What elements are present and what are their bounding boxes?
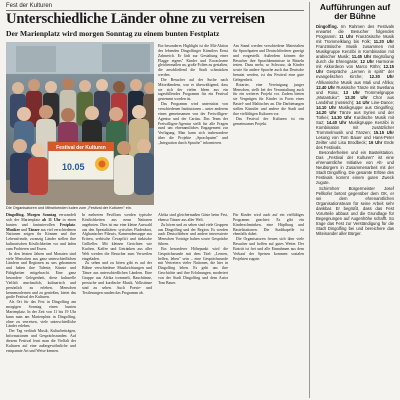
- sidebar-divider: [309, 2, 310, 398]
- headline: Unterschiedliche Länder ohne zu verreisen: [6, 11, 265, 27]
- article-column-1: [6, 213, 76, 397]
- subheadline: Der Marienplatz wird morgen Sonntag zu einem bunten Festplatz: [6, 29, 220, 38]
- sidebar-heading: Aufführungen auf der Bühne: [319, 2, 391, 21]
- paragraph: Zu sehen und zu hören gibt es auf der Bühne verschiedene Musikrichtungen und Tänze aus unterschiedlichen Ländern. Eine Gruppe aus Afrika trommelt, Bauchtänze, persische und kurdische Musik, Volkstänze sind zu sehen. Auch Poesie- und Textlesungen runden das Programm ab.: [82, 261, 152, 295]
- paragraph: In den letzten Jahren und Monaten sind viele Menschen aus ganz unterschiedlichen Ländern und Regionen zu uns gekommen und haben ihre Talente, Künste und Fähigkeiten mitgebracht. Eine ganz besondere Gelegenheit, diese kulturelle Vielfalt anschaulich, kulinarisch und persönlich zu erleben, Menschen kennenzulernen und zu genießen, bietet das große Festival der Kulturen.: [6, 251, 76, 300]
- paragraph: Ein besonderes Highlight ist die Mit-Aktion des lebenden Dingolfinger Künstlers Ernst Zahnreich. Er lädt zur Gestaltung einer Flagge eigens" Kinder und Erwachsene gleichermaßen an, große Folien zu gestalten, die anschließend die Stadt schmücken werden.: [158, 44, 228, 78]
- paragraph: Die Organisatoren freuen sich über viele Besucher und hoffen auf gutes Wetter. Der Eintritt ist frei und alle Einnahmen aus dem Verkauf der Speisen kommen sozialen Projekten zugute.: [233, 237, 304, 261]
- banner-title: Festival der Kulturen: [56, 145, 106, 151]
- article-column-4: [233, 213, 304, 397]
- paragraph: Das Festival der Kulturen ist ein gemeinsames Projekt.: [233, 116, 304, 126]
- group-photo: [6, 42, 154, 205]
- paragraph: Rotarier, eine Vereinigung junger Menschen, stellt bei der Veranstaltung auch für ein weiteres Projekt vor. Zudem bieten sie Vergnügen für Kinder in Form eines Bastel- und Maltisches an. Die Darbietungen stellen Künstler und andere die Stadt und ihre vielfältigen Kulturen vor.: [233, 82, 304, 116]
- banner-date: 10.05: [62, 162, 85, 172]
- section-label: Fest der Kulturen: [6, 3, 53, 9]
- paragraph: Dingolfing. Im Rahmen des Festivals erwartet die Besucher folgendes Programm: 11 Uhr Französische Musik mit Trommelklang bis Folk; 11.20 Uhr Französische Musik zusammen mit Musikgruppe Kenzibi in Kombination mit arabischer Musik; 11.45 Uhr Begrüßung durch die Ehrengäste; 12 Uhr Harmonie mit Akkordeon von Marco Röhn; 12.15 Uhr Gespräche „Lernen in spirit" der evangelischen Kirche; 12.30 Uhr Afrikanische Musik aus Mali und Afrika; 12.40 Uhr Russische Tänze mit Swetlana und Rosa; 13 Uhr Trommelgruppe „Mutantuku"; 13.30 Uhr Chor aus Landshut (russisch); 14 Uhr Line-Dance; 14.10 Uhr Musikgruppe aus Dingolfing; 14.20 Uhr Tänze aus Syrien und der Türkei; 14.30 Uhr Kurdische Musik mit Saz; 14.40 Uhr Musikgruppe Kenzibi in Kombination mit zusätzlicher Trommelmusik und Tänzen; 15.15 Uhr Lesung von Tom Bauer und Hans-Peter Zeilter und Lisa Brodbeck; 16 Uhr Ende des Festivals.: [316, 24, 394, 151]
- photo-caption: Die Organisatoren und Mitwirkenden luden zum „Festival der Kulturen" ein.: [6, 206, 132, 210]
- paragraph: Ein besonderer Höhepunkt wird die Gesprächsrunde mit dem Titel: „Lernen, helfen, leben" sein – eine Gesprächsrunde mit Vertretern vieler Nationen, die hier in Dingolfing leben. Es geht um ihre Geschichte und ihre Erfahrungen, moderiert von der Stadt Dingolfing und dem Autor Tom Bauer.: [158, 246, 228, 285]
- paragraph: Für Kinder wird auch auf ein vielfältiges Programm geachtet: Es gibt ein Kinderschminken, eine Hüpfburg und Bastelstationen. Die Stadtkapelle ist ebenfalls dabei.: [233, 213, 304, 237]
- paragraph: Die Besucher auf der Suche nach Mitreißendem, war er überwältigend, dass sie sich der vielen Ideen aus ein tagesfüllendes Programm für ein Festival gestemmt worden ist.: [158, 77, 228, 102]
- article-column-2: [82, 213, 152, 397]
- paragraph: In mehreren Pavillons werden typische Köstlichkeiten aus neun Nationen angeboten. Dies ist nur eine kleine Auswahl aus den Spezialitäten: syrisches Fladenbrot, Afghanischer Pilawis, Kameradensuppe aus Eritrea, serbische Ćevapčići und türkische Grillteller. Mit kleinen Gerichten wie Kuchen, Kaffee und Getränken aus aller Welt werden die Besucher zum Verweilen eingeladen.: [82, 213, 152, 261]
- paragraph: Schirmherr Bürgermeister Josef Pellkofer betont gegenüber dem OK, er sei dem ehrenamtlichen Organisationsteam für seine Arbeit sehr dankbar. Er begrüßt, dass das Fest Vorurteile abbaut und die Grundlage für Begegnungen auf Augenhöhe schafft. So trage das Fest zur Verständigung für die Stadt Dingolfing bei und bereichere das Miteinander aller Bürger.: [316, 185, 394, 236]
- paragraph: Am Stand werden verschiedene Materialien für Sprachpaten und Deutschförderer gezeigt und vorgestellt. Außerdem können die Besucher ihre Sprachkenntnisse in Rätseln testen. Dazu mehr, so Schwarz, da Kinder sowie für andere Sprache auch das Deutsche benutzt werden, ist das Festival eine gute Gelegenheit.: [233, 44, 304, 82]
- paragraph: Besonderheiten und ein Bastelstation. Das „Festival der Kulturen" ist eine ehrenamtliche Initiative von Alt- und Neubürgern in Zusammenarbeit mit der Stadt Dingolfing. Die gesamte Erlöse des Festivals kommt einem guten Zweck zugute.: [316, 150, 394, 186]
- banner: [48, 142, 114, 180]
- paragraph: Dingolfing. Morgen Sonntag verwandelt sich der Marienplatz ab 11 Uhr in einen bunten und fantasievollen Festplatz. Musiker und Tänzer aus viel verschiedenen Nationen zeigen ihr Können und ihre Lebensfreude, zwanzig Länder stellen ihre kulinarischen Köstlichkeiten vor und laden zum Probieren und Essen.: [6, 213, 76, 251]
- article-column-top-right-1: [158, 44, 228, 212]
- paragraph: Der Tag verläuft Musik, Kulturbeiträgen, Informationen und Gesprächsrunden. Auf diesem Festival lernt man die Vielfalt der Kulturen auf eine außergewöhnliche und entspannte Art und Weise kennen.: [6, 329, 76, 353]
- article-column-3: [158, 213, 228, 397]
- sidebar-body: [316, 24, 394, 396]
- group-photo-illustration: [6, 42, 154, 205]
- paragraph: Afrika sind gleichermaßen Gäste beim Fest, ebenso Tänzer aus aller Welt.: [158, 213, 228, 222]
- paragraph: Zu hören und zu sehen sind viele Gruppen aus Dingolfing und der Region. Es werden auch Deutschlehrer und andere interessierte Menschen Vorträge halten sowie Gespräche führen.: [158, 222, 228, 247]
- article-column-top-right-2: [233, 44, 304, 212]
- paragraph: Als Ort für das Fest in Dingolfing am morgigen Sonntag einen bunten Marienplatz. In der Zeit von 11 bis 19 Uhr kann man am Marienplatz in Dingolfing, ohne zu verreisen, viele unterschiedliche Länder erleben.: [6, 300, 76, 329]
- paragraph: Das Programm wird unterstützt von verschiedenen Institutionen – unter anderem einen gemeinsamen von der Freiwilligen-Agentur und der Caritas. Das Team der Freiwilligen-Agentur stellt für alle Fragen rund um ehrenamtliches Engagement zur Verfügung. Man kann sich insbesondere über die Projekte „Sprachpaten" und „Integration durch Sprache" informieren.: [158, 102, 228, 145]
